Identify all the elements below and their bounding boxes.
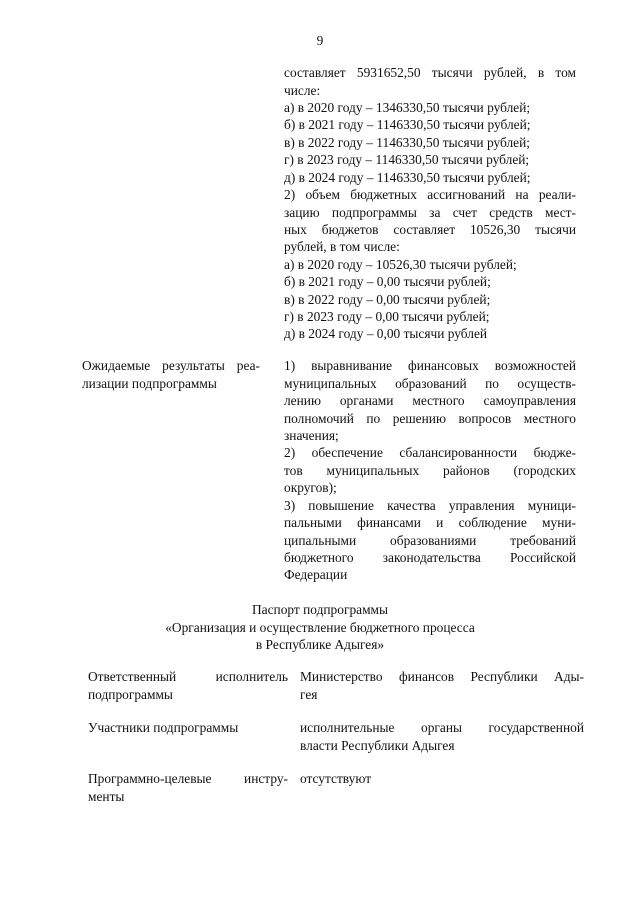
passport-heading-line: в Республике Адыгея» xyxy=(255,637,385,652)
expected-results-line: Федерации xyxy=(284,567,348,582)
expected-results-line: бюджетного законодательства Российской xyxy=(284,550,576,565)
financing-line: рублей, в том числе: xyxy=(284,239,400,254)
expected-results-line: 1) выравнивание финансовых возможностей xyxy=(284,358,576,373)
expected-results-line: пальными финансами и соблюдение муни- xyxy=(284,515,576,530)
financing-line: г) в 2023 году – 1146330,50 тысячи рублей; xyxy=(284,152,530,167)
financing-line: в) в 2022 году – 0,00 тысячи рублей; xyxy=(284,292,491,307)
expected-results-line: округов); xyxy=(284,480,337,495)
expected-results-line: лению органами местного самоуправления xyxy=(284,393,576,408)
financing-line: д) в 2024 году – 0,00 тысячи рублей xyxy=(284,326,488,341)
expected-results-line: ципальными образованиями требований xyxy=(284,533,576,548)
passport-row-value-line: гея xyxy=(300,687,318,702)
expected-results-line: 3) повышение качества управления муници- xyxy=(284,498,576,513)
passport-row-label-line: Программно-целевые инстру- xyxy=(88,771,288,786)
financing-line: 2) объем бюджетных ассигнований на реали- xyxy=(284,187,576,202)
financing-line: ных бюджетов составляет 10526,30 тысячи xyxy=(284,222,576,237)
passport-heading-line: «Организация и осуществление бюджетного процесса xyxy=(165,620,475,635)
expected-results-line: 2) обеспечение сбалансированности бюдже- xyxy=(284,445,576,460)
financing-line: г) в 2023 году – 0,00 тысячи рублей; xyxy=(284,309,490,324)
expected-results-label-line: Ожидаемые результаты реа- xyxy=(82,358,260,373)
financing-line: д) в 2024 году – 1146330,50 тысячи рублей; xyxy=(284,170,531,185)
financing-line: а) в 2020 году – 10526,30 тысячи рублей; xyxy=(284,257,517,272)
financing-line: составляет 5931652,50 тысячи рублей, в том xyxy=(284,65,576,80)
financing-line: числе: xyxy=(284,83,321,98)
passport-row-label-line: Ответственный исполнитель xyxy=(88,669,288,684)
financing-line: зацию подпрограммы за счет средств мест- xyxy=(284,205,576,220)
expected-results-label-line: лизации подпрограммы xyxy=(82,376,217,391)
passport-row-label-line: менты xyxy=(88,789,125,804)
financing-line: б) в 2021 году – 0,00 тысячи рублей; xyxy=(284,274,491,289)
page-number: 9 xyxy=(316,33,324,48)
passport-row-label-line: подпрограммы xyxy=(88,687,173,702)
expected-results-line: полномочий по решению вопросов местного xyxy=(284,411,576,426)
financing-line: б) в 2021 году – 1146330,50 тысячи рублей; xyxy=(284,117,531,132)
passport-row-label-line: Участники подпрограммы xyxy=(88,720,239,735)
expected-results-line: значения; xyxy=(284,428,339,443)
passport-heading-line: Паспорт подпрограммы xyxy=(251,602,389,617)
passport-row-value-line: отсутствуют xyxy=(300,771,372,786)
expected-results-line: тов муниципальных районов (городских xyxy=(284,463,576,478)
passport-row-value-line: Министерство финансов Республики Ады- xyxy=(300,669,584,684)
financing-line: а) в 2020 году – 1346330,50 тысячи рублей; xyxy=(284,100,531,115)
expected-results-line: муниципальных образований по осуществ- xyxy=(284,376,576,391)
passport-row-value-line: власти Республики Адыгея xyxy=(300,738,455,753)
passport-row-value-line: исполнительные органы государственной xyxy=(300,720,584,735)
financing-line: в) в 2022 году – 1146330,50 тысячи рублей; xyxy=(284,135,530,150)
